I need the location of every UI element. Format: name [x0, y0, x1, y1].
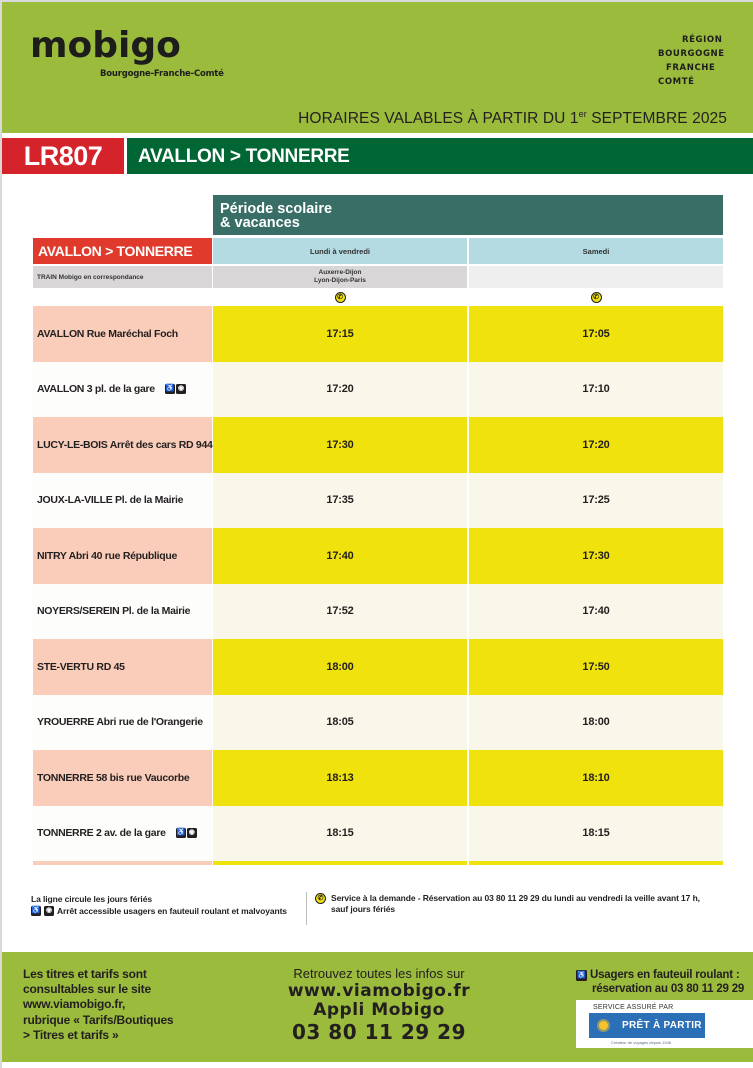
- region-logo: [658, 33, 725, 89]
- train-connection-weekdays: [213, 266, 467, 288]
- wheelchair-info-line2: réservation au 03 80 11 29 29: [592, 983, 745, 995]
- region-logo-line: FRANCHE: [666, 63, 716, 73]
- stop-row: [33, 362, 723, 418]
- legend-on-demand-line: sauf jours fériés: [331, 904, 395, 914]
- stop-name-cell: [33, 528, 212, 584]
- stop-name-cell: [33, 362, 212, 418]
- train-connection-row: [33, 266, 723, 288]
- wheelchair-icon: ♿: [176, 829, 185, 837]
- legend-on-demand-text: [331, 893, 700, 915]
- stop-row: [33, 806, 723, 862]
- visually-impaired-icon: ◉: [45, 907, 52, 914]
- stop-row: [33, 473, 723, 529]
- train-row-label: TRAIN Mobigo en correspondance: [33, 266, 212, 288]
- table-bottom-edge-cell: [469, 861, 723, 865]
- validity-prefix: HORAIRES VALABLES À PARTIR DU 1: [298, 110, 579, 127]
- stop-name-cell: [33, 417, 212, 473]
- visually-impaired-icon: ◉: [187, 828, 197, 838]
- operator-tagline: Créateur de voyages depuis 1946: [611, 1040, 672, 1045]
- region-logo-line: BOURGOGNE: [658, 49, 725, 59]
- time-weekdays: 17:15: [213, 306, 467, 362]
- on-demand-phone-icon: ✆: [335, 292, 346, 303]
- on-demand-weekdays: [213, 289, 467, 305]
- stop-name: NOYERS/SEREIN Pl. de la Mairie: [37, 605, 191, 618]
- tariffs-line: rubrique « Tarifs/Boutiques: [23, 1012, 174, 1027]
- time-weekdays: 18:13: [213, 750, 467, 806]
- column-header-weekdays: Lundi à vendredi: [213, 238, 467, 264]
- stop-name-cell: [33, 639, 212, 695]
- wheelchair-icon: ♿: [165, 385, 175, 393]
- tariffs-line: > Titres et tarifs »: [23, 1027, 119, 1042]
- legend-holidays: La ligne circule les jours fériés: [31, 894, 152, 904]
- wheelchair-icon: ♿: [577, 971, 586, 979]
- info-intro: Retrouvez toutes les infos sur: [293, 966, 465, 981]
- time-weekdays: 17:35: [213, 473, 467, 529]
- tariffs-info: [23, 967, 173, 1043]
- on-demand-row: [33, 289, 723, 305]
- stop-name-cell: [33, 306, 212, 362]
- stop-name: TONNERRE 58 bis rue Vaucorbe: [37, 771, 190, 784]
- time-saturday: 18:00: [469, 695, 723, 751]
- stop-name-cell: [33, 750, 212, 806]
- time-saturday: 17:25: [469, 473, 723, 529]
- legend-divider: [306, 892, 307, 925]
- line-code-badge: LR807: [2, 138, 124, 174]
- table-bottom-edge-cell: [213, 861, 467, 865]
- time-weekdays: 17:20: [213, 362, 467, 418]
- header: [2, 2, 753, 133]
- legend-on-demand: [315, 893, 700, 915]
- period-label-line2: & vacances: [220, 215, 300, 231]
- stop-row: [33, 528, 723, 584]
- direction-header: AVALLON > TONNERRE: [33, 238, 212, 264]
- brand-subtitle: Bourgogne-Franche-Comté: [100, 69, 224, 79]
- website-link[interactable]: www.viamobigo.fr: [287, 981, 471, 1001]
- brand-name: mobigo: [30, 25, 181, 66]
- operator-name: PRÊT À PARTIR: [622, 1020, 702, 1031]
- stop-row: [33, 306, 723, 362]
- time-saturday: 17:20: [469, 417, 723, 473]
- stop-name-cell: [33, 584, 212, 640]
- wheelchair-info-line1: Usagers en fauteuil roulant :: [590, 969, 740, 981]
- stop-name: LUCY-LE-BOIS Arrêt des cars RD 944: [37, 438, 213, 451]
- legend-accessible-text: Arrêt accessible usagers en fauteuil roulant et malvoyants: [57, 906, 287, 916]
- tariffs-link[interactable]: www.viamobigo.fr,: [23, 997, 126, 1012]
- stop-row: [33, 750, 723, 806]
- stop-name: JOUX-LA-VILLE Pl. de la Mairie: [37, 494, 184, 507]
- accessibility-icons: [165, 384, 186, 394]
- time-weekdays: 18:05: [213, 695, 467, 751]
- time-saturday: 17:50: [469, 639, 723, 695]
- operator-box: [576, 1000, 753, 1048]
- mobigo-logo: [30, 25, 224, 79]
- legend-on-demand-line: Service à la demande - Réservation au 03 80 11 29 29 du lundi au vendredi la veille avant 17 h,: [331, 893, 700, 903]
- stop-name-cell: [33, 806, 212, 862]
- stop-name: NITRY Abri 40 rue République: [37, 549, 177, 562]
- visually-impaired-icon: ◉: [176, 384, 186, 394]
- stop-name: AVALLON Rue Maréchal Foch: [37, 327, 178, 340]
- stop-name: AVALLON 3 pl. de la gare: [37, 383, 155, 396]
- stop-name: STE-VERTU RD 45: [37, 660, 125, 673]
- on-demand-phone-icon: ✆: [315, 893, 326, 904]
- time-saturday: 18:10: [469, 750, 723, 806]
- accessibility-icons: [176, 828, 197, 838]
- time-saturday: 17:40: [469, 584, 723, 640]
- time-weekdays: 17:52: [213, 584, 467, 640]
- tariffs-line: consultables sur le site: [23, 982, 151, 997]
- train-connection-item: Auxerre-Dijon: [318, 268, 362, 276]
- validity-ordinal: er: [578, 109, 587, 119]
- stop-name: YROUERRE Abri rue de l'Orangerie: [37, 716, 203, 729]
- on-demand-phone-icon: ✆: [591, 292, 602, 303]
- train-connection-saturday: [469, 266, 723, 288]
- operator-caption: SERVICE ASSURÉ PAR: [593, 1004, 674, 1011]
- sun-icon: [594, 1019, 616, 1033]
- app-name: Appli Mobigo: [313, 1000, 445, 1020]
- train-connection-item: Lyon-Dijon-Paris: [314, 277, 366, 284]
- period-header: [213, 195, 723, 235]
- legend-accessible: [31, 905, 287, 917]
- validity-suffix: SEPTEMBRE 2025: [586, 110, 727, 127]
- stop-name-cell: [33, 473, 212, 529]
- on-demand-saturday: [469, 289, 723, 305]
- time-weekdays: 18:15: [213, 806, 467, 862]
- footer: [2, 952, 753, 1062]
- column-header-saturday: Samedi: [469, 238, 723, 264]
- stop-row: [33, 639, 723, 695]
- contact-info: [264, 965, 494, 1044]
- wheelchair-icon: ♿: [31, 907, 41, 914]
- time-weekdays: 17:30: [213, 417, 467, 473]
- time-saturday: 17:30: [469, 528, 723, 584]
- stop-row: [33, 695, 723, 751]
- stop-name: TONNERRE 2 av. de la gare: [37, 827, 166, 840]
- time-weekdays: 17:40: [213, 528, 467, 584]
- table-bottom-edge-cell: [33, 861, 212, 865]
- time-weekdays: 18:00: [213, 639, 467, 695]
- table-bottom-edge: [33, 861, 723, 865]
- tariffs-line: Les titres et tarifs sont: [23, 967, 147, 981]
- stop-name-cell: [33, 695, 212, 751]
- region-logo-line: RÉGION: [682, 35, 723, 45]
- timetable-header-row: [33, 238, 723, 264]
- region-logo-line: COMTÉ: [658, 77, 695, 87]
- phone-number[interactable]: 03 80 11 29 29: [291, 1020, 466, 1044]
- legend-left: [31, 893, 287, 917]
- wheelchair-info: [576, 968, 744, 996]
- validity-notice: [298, 109, 727, 128]
- line-direction-title: AVALLON > TONNERRE: [127, 138, 753, 174]
- period-label-line1: Période scolaire: [220, 201, 333, 217]
- time-saturday: 18:15: [469, 806, 723, 862]
- stop-row: [33, 584, 723, 640]
- time-saturday: 17:10: [469, 362, 723, 418]
- stop-row: [33, 417, 723, 473]
- time-saturday: 17:05: [469, 306, 723, 362]
- operator-logo: [589, 1013, 705, 1038]
